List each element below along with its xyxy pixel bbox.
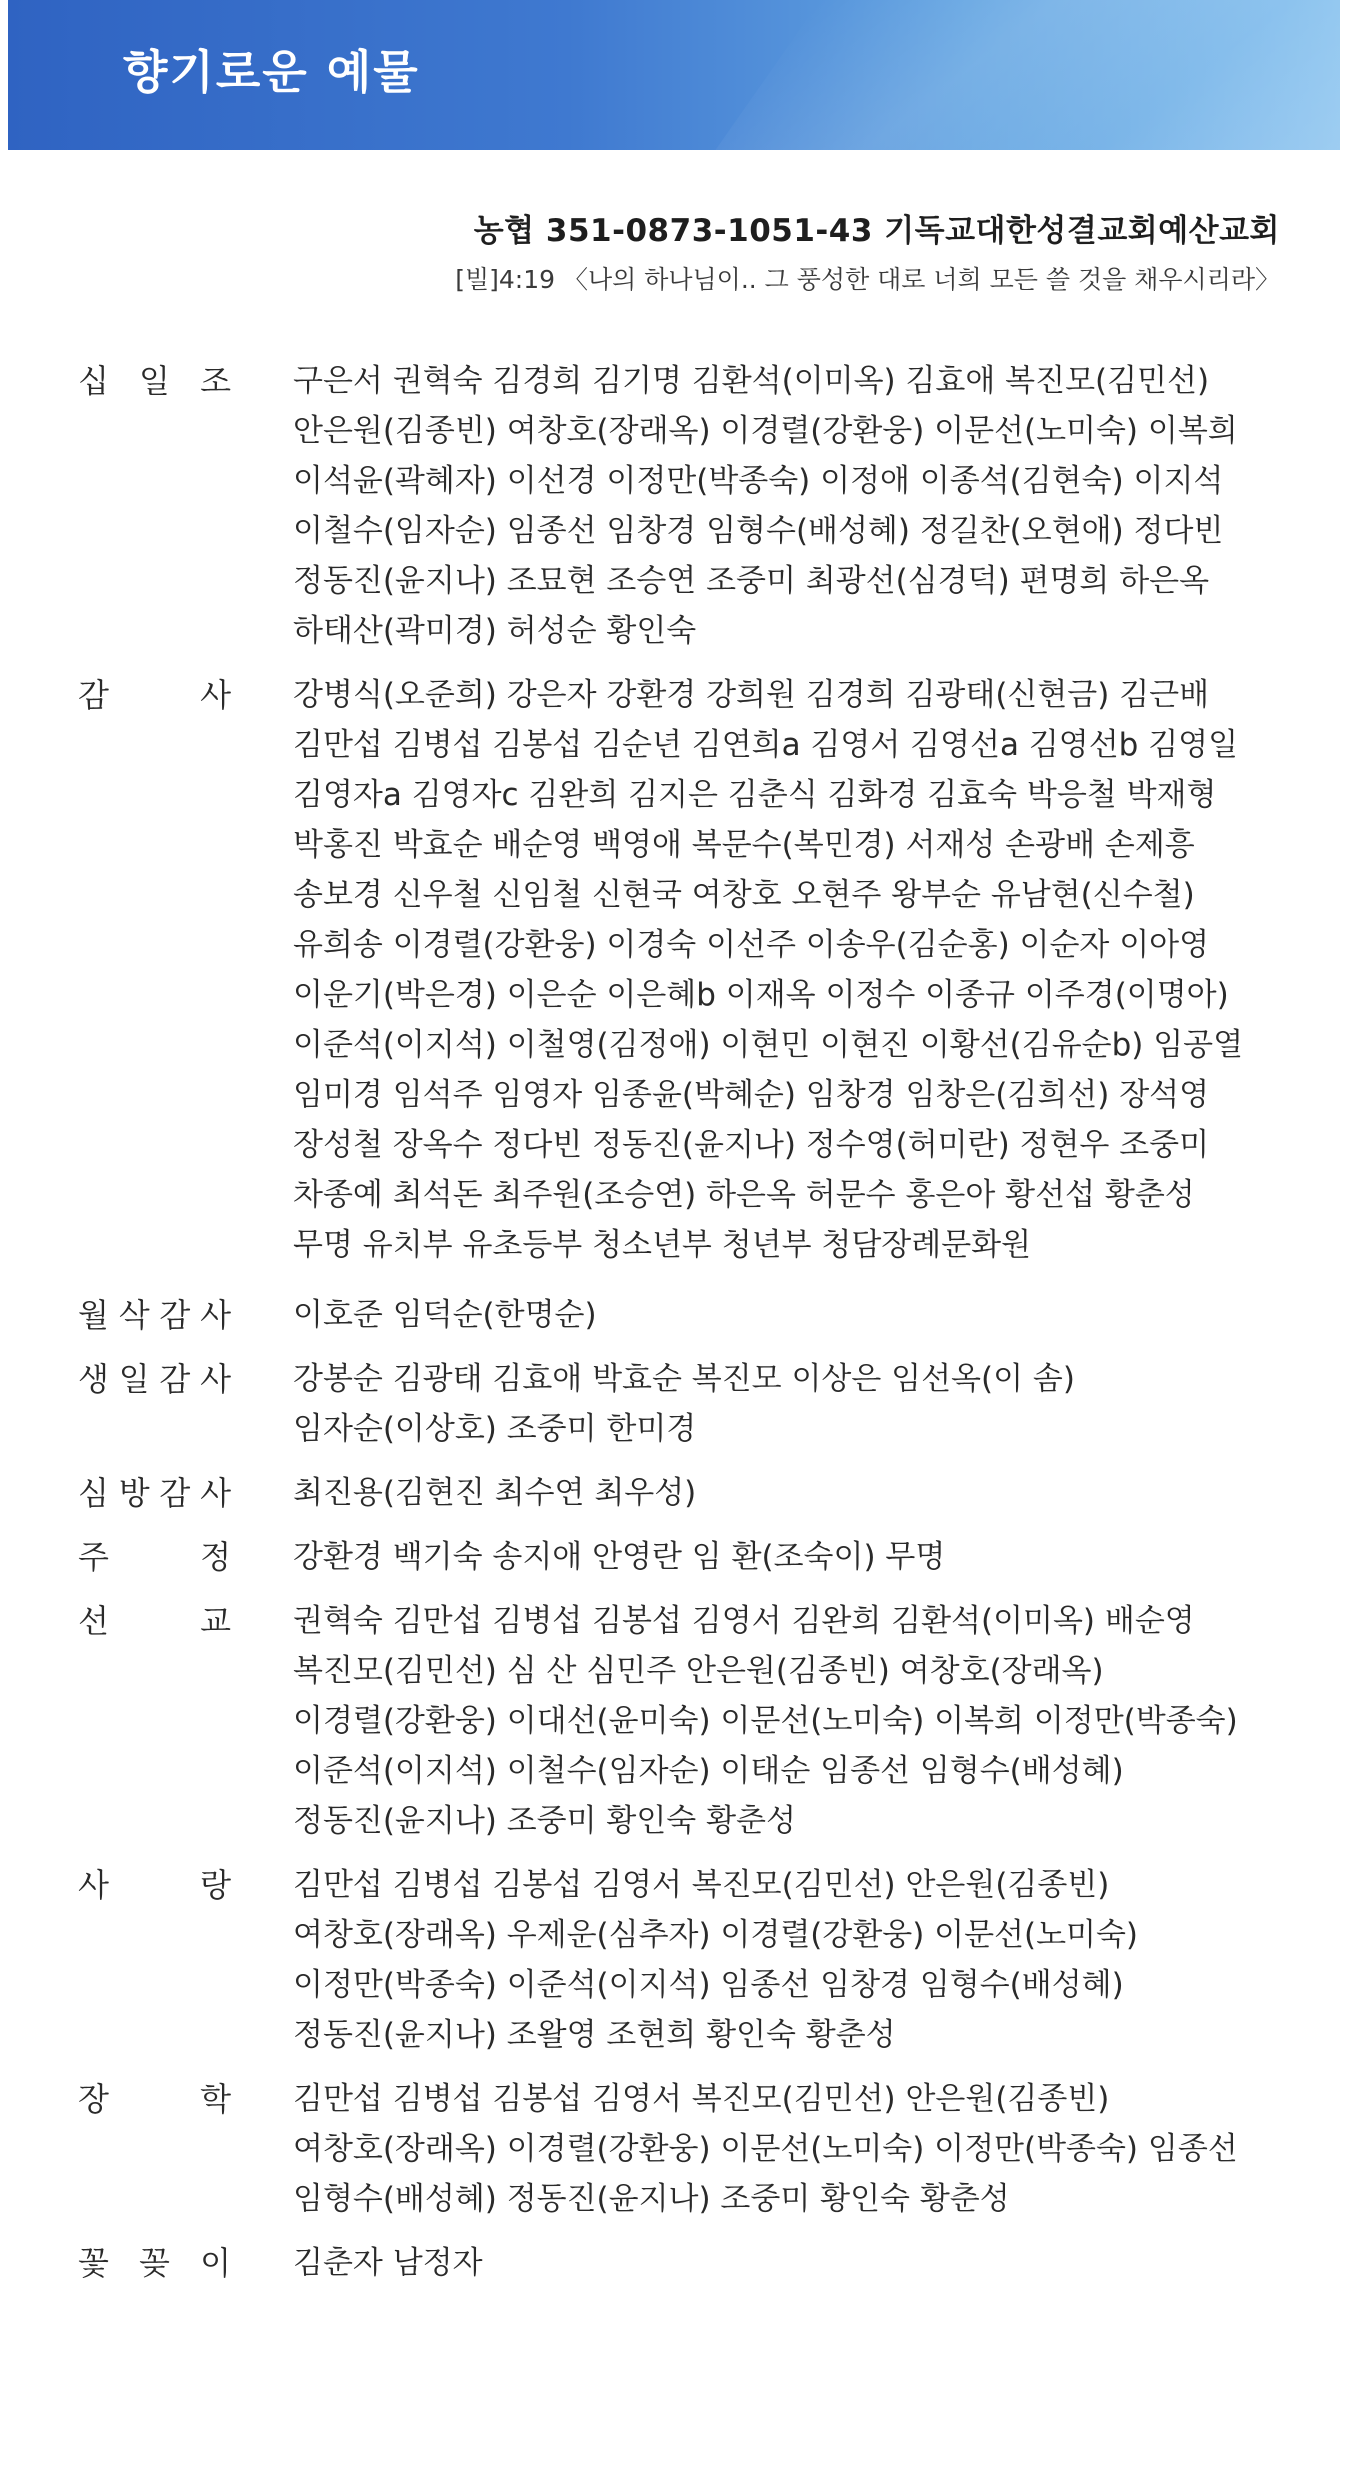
name-line: 임자순(이상호) 조중미 한미경 bbox=[293, 1411, 697, 1447]
name-line: 이운기(박은경) 이은순 이은혜b 이재옥 이정수 이종규 이주경(이명아) bbox=[293, 977, 1229, 1013]
section-label bbox=[78, 1532, 293, 1582]
name-line: 최진용(김현진 최수연 최우성) bbox=[293, 1475, 697, 1511]
section-names bbox=[293, 1290, 1288, 1340]
section-label bbox=[78, 1468, 293, 1518]
offering-list bbox=[78, 356, 1288, 2302]
section-label bbox=[78, 356, 293, 406]
name-line: 박홍진 박효순 배순영 백영애 복문수(복민경) 서재성 손광배 손제흥 bbox=[293, 827, 1195, 863]
name-line: 임미경 임석주 임영자 임종윤(박혜순) 임창경 임창은(김희선) 장석영 bbox=[293, 1077, 1210, 1113]
offering-section bbox=[78, 2074, 1288, 2224]
section-names bbox=[293, 1532, 1288, 1582]
name-line: 이준석(이지석) 이철수(임자순) 이태순 임종선 임형수(배성혜) bbox=[293, 1753, 1124, 1789]
name-line: 정동진(윤지나) 조중미 황인숙 황춘성 bbox=[293, 1803, 796, 1839]
name-line: 구은서 권혁숙 김경희 김기명 김환석(이미옥) 김효애 복진모(김민선) bbox=[293, 363, 1210, 399]
name-line: 김만섭 김병섭 김봉섭 김순년 김연희a 김영서 김영선a 김영선b 김영일 bbox=[293, 727, 1239, 763]
section-names bbox=[293, 2074, 1288, 2224]
name-line: 김영자a 김영자c 김완희 김지은 김춘식 김화경 김효숙 박응철 박재형 bbox=[293, 777, 1217, 813]
name-line: 김만섭 김병섭 김봉섭 김영서 복진모(김민선) 안은원(김종빈) bbox=[293, 1867, 1110, 1903]
offering-section bbox=[78, 1532, 1288, 1582]
section-label-text: 심 방 감 사 bbox=[78, 1474, 233, 1512]
section-names bbox=[293, 1596, 1288, 1846]
name-line: 이석윤(곽혜자) 이선경 이정만(박종숙) 이정애 이종석(김현숙) 이지석 bbox=[293, 463, 1224, 499]
banner-decoration bbox=[715, 0, 1340, 150]
name-line: 이호준 임덕순(한명순) bbox=[293, 1297, 597, 1333]
name-line: 강병식(오준희) 강은자 강환경 강희원 김경희 김광태(신현금) 김근배 bbox=[293, 677, 1210, 713]
section-label-text: 감 사 bbox=[78, 676, 233, 714]
page-title: 향기로운 예물 bbox=[123, 45, 420, 99]
name-line: 권혁숙 김만섭 김병섭 김봉섭 김영서 김완희 김환석(이미옥) 배순영 bbox=[293, 1603, 1195, 1639]
name-line: 정동진(윤지나) 조묘현 조승연 조중미 최광선(심경덕) 편명희 하은옥 bbox=[293, 563, 1210, 599]
header-banner bbox=[8, 0, 1340, 150]
name-line: 하태산(곽미경) 허성순 황인숙 bbox=[293, 613, 697, 649]
section-label bbox=[78, 1354, 293, 1404]
section-label bbox=[78, 1596, 293, 1646]
section-label-text: 사 랑 bbox=[78, 1866, 233, 1904]
offering-section bbox=[78, 1596, 1288, 1846]
offering-section bbox=[78, 356, 1288, 656]
name-line: 복진모(김민선) 심 산 심민주 안은원(김종빈) 여창호(장래옥) bbox=[293, 1653, 1104, 1689]
section-label-text: 장 학 bbox=[78, 2080, 233, 2118]
bank-info bbox=[455, 205, 1280, 296]
section-names bbox=[293, 356, 1288, 656]
offering-section bbox=[78, 1860, 1288, 2060]
name-line: 여창호(장래옥) 우제운(심추자) 이경렬(강환웅) 이문선(노미숙) bbox=[293, 1917, 1139, 1953]
name-line: 정동진(윤지나) 조왈영 조현희 황인숙 황춘성 bbox=[293, 2017, 896, 2053]
section-label bbox=[78, 670, 293, 720]
section-names bbox=[293, 1468, 1288, 1518]
section-label-text: 생 일 감 사 bbox=[78, 1360, 233, 1398]
section-label bbox=[78, 1860, 293, 1910]
name-line: 장성철 장옥수 정다빈 정동진(윤지나) 정수영(허미란) 정현우 조중미 bbox=[293, 1127, 1210, 1163]
section-label-text: 선 교 bbox=[78, 1602, 233, 1640]
section-label-text: 주 정 bbox=[78, 1538, 233, 1576]
bible-verse: [빌]4:19 〈나의 하나님이.. 그 풍성한 대로 너희 모든 쓸 것을 채우시리라〉 bbox=[455, 265, 1280, 294]
section-names bbox=[293, 670, 1288, 1270]
name-line: 유희송 이경렬(강환웅) 이경숙 이선주 이송우(김순홍) 이순자 이아영 bbox=[293, 927, 1210, 963]
name-line: 김만섭 김병섭 김봉섭 김영서 복진모(김민선) 안은원(김종빈) bbox=[293, 2081, 1110, 2117]
section-label bbox=[78, 1290, 293, 1340]
section-label bbox=[78, 2238, 293, 2288]
bank-account: 농협 351-0873-1051-43 기독교대한성결교회예산교회 bbox=[473, 213, 1280, 249]
section-label bbox=[78, 2074, 293, 2124]
name-line: 이정만(박종숙) 이준석(이지석) 임종선 임창경 임형수(배성혜) bbox=[293, 1967, 1124, 2003]
name-line: 차종예 최석돈 최주원(조승연) 하은옥 허문수 홍은아 황선섭 황춘성 bbox=[293, 1177, 1195, 1213]
offering-section bbox=[78, 1290, 1288, 1340]
name-line: 무명 유치부 유초등부 청소년부 청년부 청담장례문화원 bbox=[293, 1227, 1032, 1263]
name-line: 송보경 신우철 신임철 신현국 여창호 오현주 왕부순 유남현(신수철) bbox=[293, 877, 1195, 913]
offering-section bbox=[78, 2238, 1288, 2288]
section-label-text: 꽃 꽂 이 bbox=[78, 2244, 233, 2282]
name-line: 안은원(김종빈) 여창호(장래옥) 이경렬(강환웅) 이문선(노미숙) 이복희 bbox=[293, 413, 1238, 449]
section-names bbox=[293, 2238, 1288, 2288]
name-line: 이철수(임자순) 임종선 임창경 임형수(배성혜) 정길찬(오현애) 정다빈 bbox=[293, 513, 1224, 549]
name-line: 이경렬(강환웅) 이대선(윤미숙) 이문선(노미숙) 이복희 이정만(박종숙) bbox=[293, 1703, 1238, 1739]
section-names bbox=[293, 1354, 1288, 1454]
name-line: 임형수(배성혜) 정동진(윤지나) 조중미 황인숙 황춘성 bbox=[293, 2181, 1010, 2217]
name-line: 김춘자 남정자 bbox=[293, 2245, 483, 2281]
name-line: 여창호(장래옥) 이경렬(강환웅) 이문선(노미숙) 이정만(박종숙) 임종선 bbox=[293, 2131, 1238, 2167]
offering-section bbox=[78, 670, 1288, 1270]
offering-section bbox=[78, 1468, 1288, 1518]
name-line: 이준석(이지석) 이철영(김정애) 이현민 이현진 이황선(김유순b) 임공열 bbox=[293, 1027, 1244, 1063]
section-label-text: 십 일 조 bbox=[78, 362, 233, 400]
name-line: 강봉순 김광태 김효애 박효순 복진모 이상은 임선옥(이 솜) bbox=[293, 1361, 1075, 1397]
section-names bbox=[293, 1860, 1288, 2060]
name-line: 강환경 백기숙 송지애 안영란 임 환(조숙이) 무명 bbox=[293, 1539, 946, 1575]
offering-section bbox=[78, 1354, 1288, 1454]
section-label-text: 월 삭 감 사 bbox=[78, 1296, 233, 1334]
